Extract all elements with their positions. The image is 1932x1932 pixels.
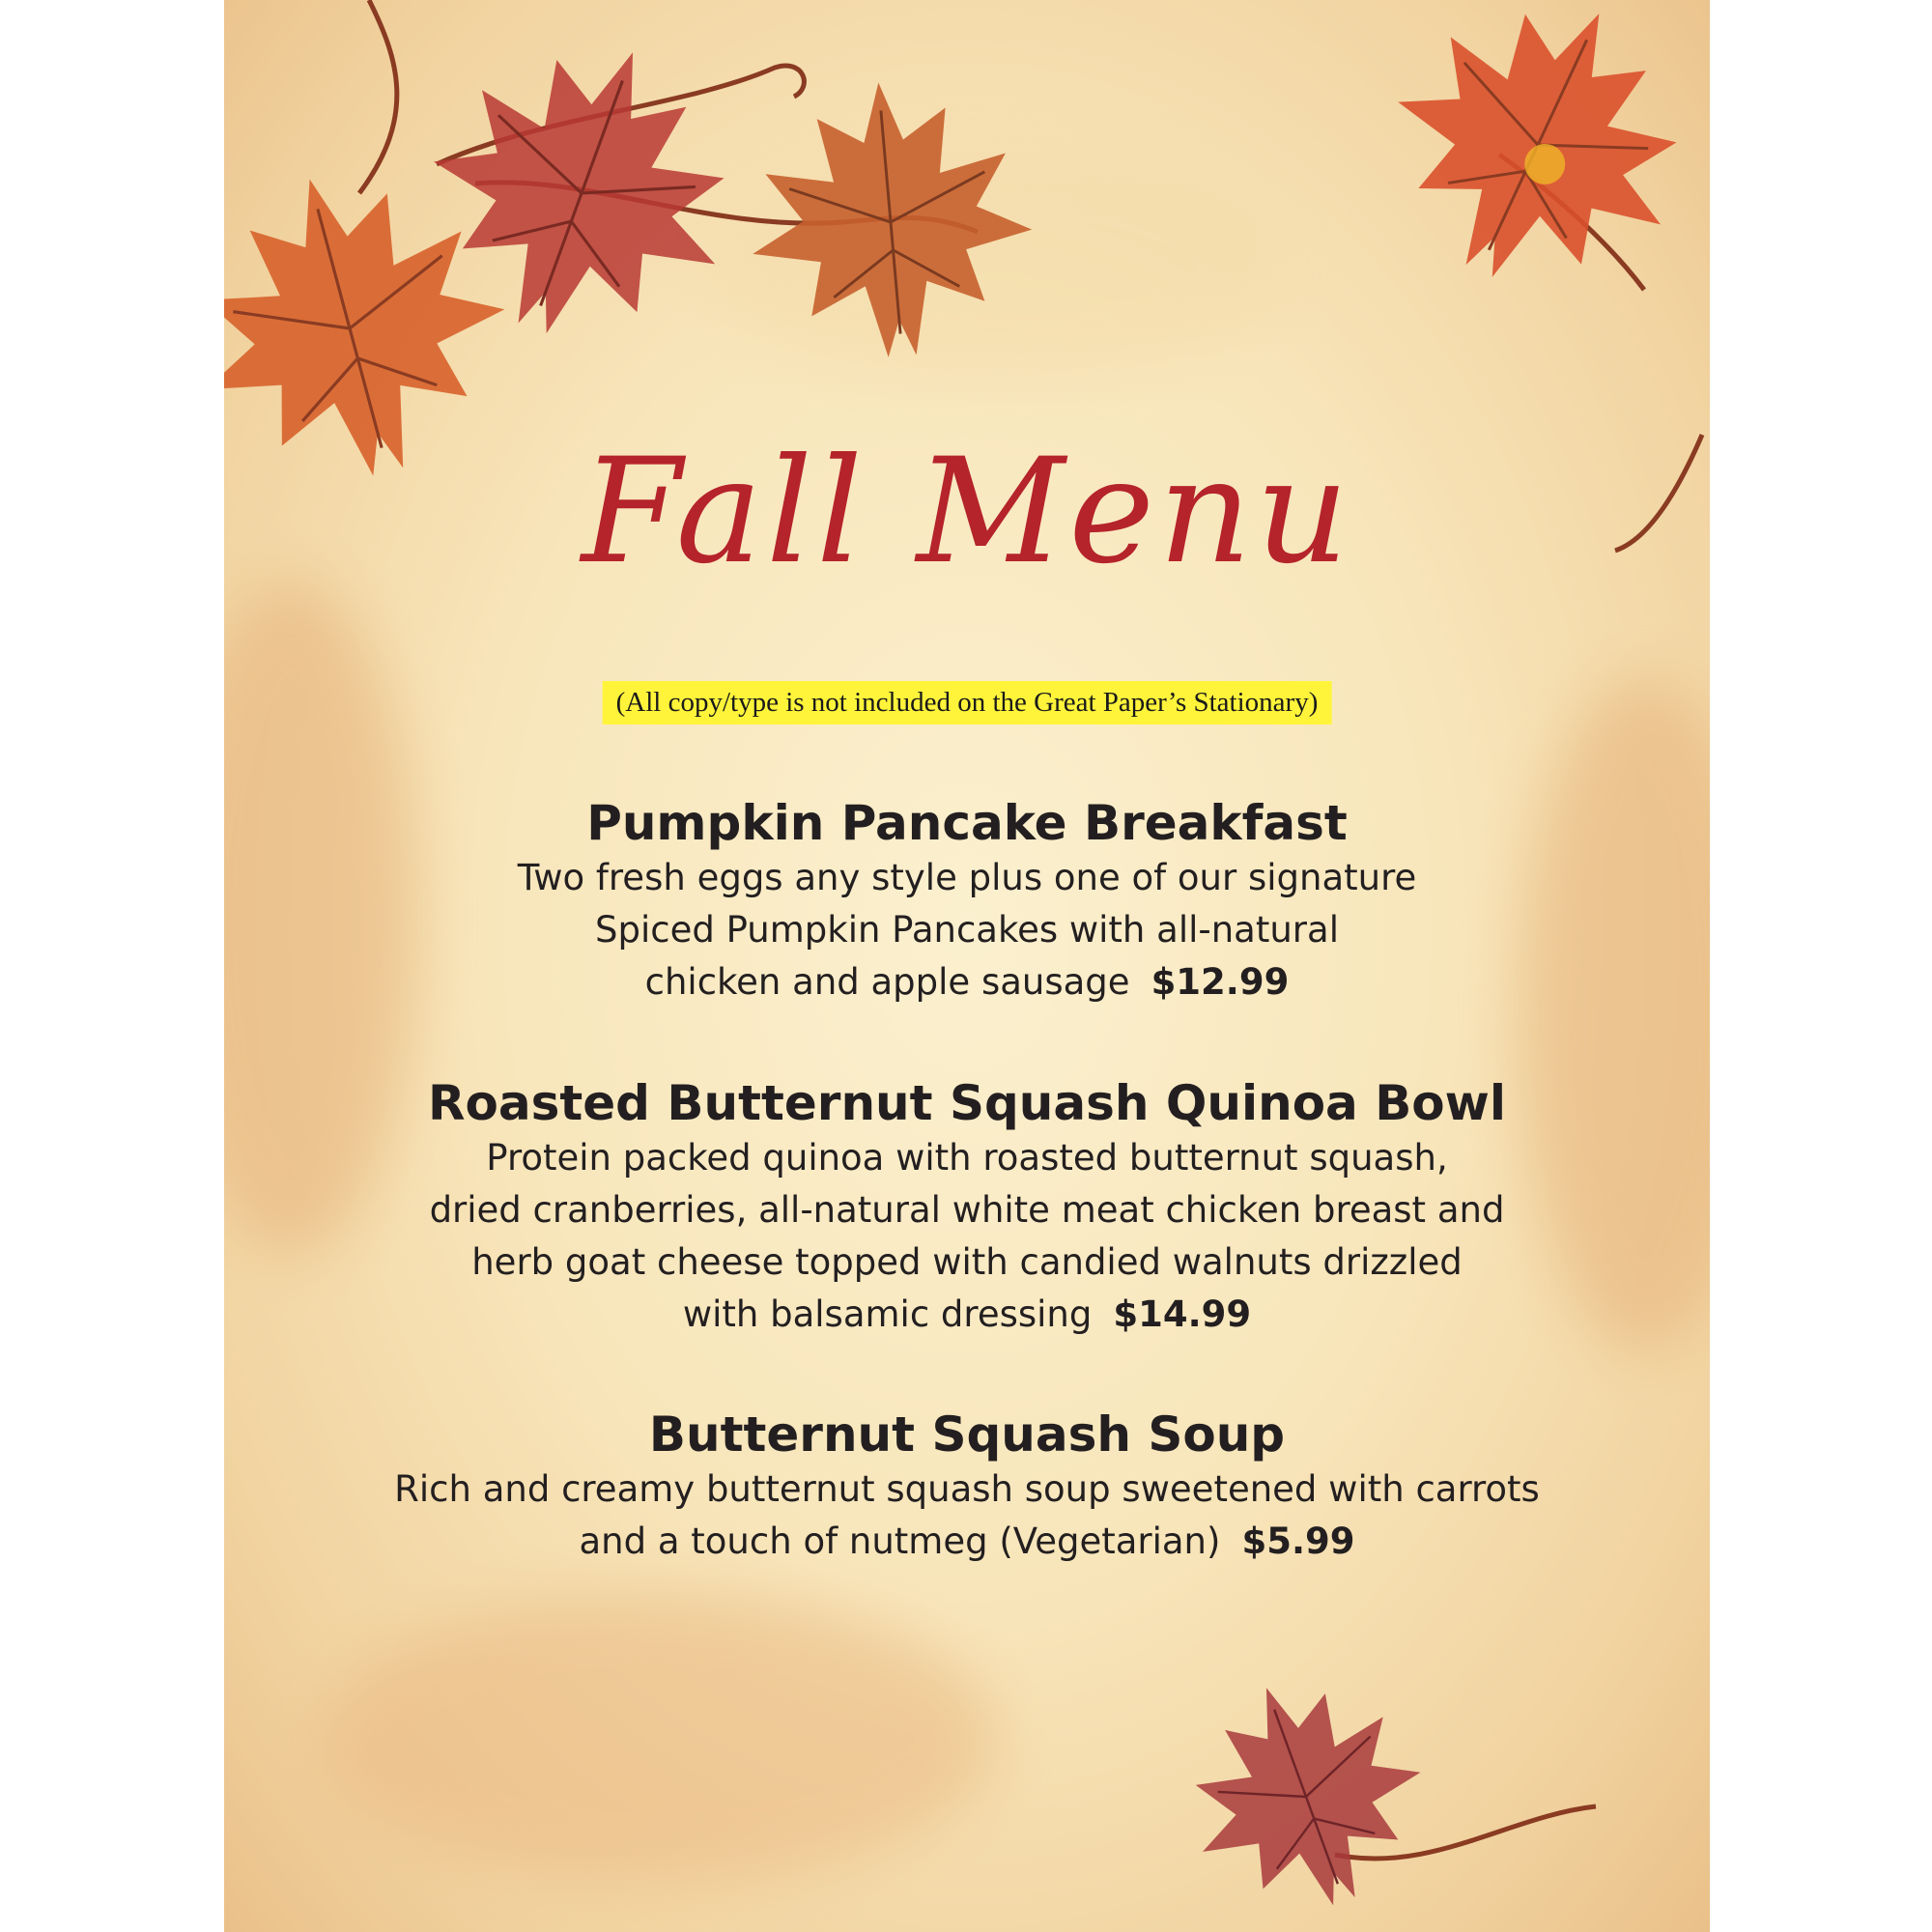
item-description [224,1463,1710,1568]
description-line: Rich and creamy butternut squash soup sweetened with carrots [394,1468,1540,1510]
description-line: Spiced Pumpkin Pancakes with all-natural [595,909,1339,951]
item-description [224,852,1710,1009]
item-name: Roasted Butternut Squash Quinoa Bowl [428,1075,1506,1131]
stationery-page [224,0,1710,1932]
maple-leaf-icon [1157,1648,1453,1932]
menu-item [224,1074,1710,1341]
description-line: Protein packed quinoa with roasted butternut squash, [486,1137,1448,1179]
description-line [224,1289,1710,1341]
notice-banner: (All copy/type is not included on the Great Paper’s Stationary) [603,681,1332,724]
description-line [224,956,1710,1009]
menu-item [224,794,1710,1009]
description-line: Two fresh eggs any style plus one of our signature [517,857,1417,898]
description-text: with balsamic dressing [682,1293,1093,1335]
item-price: $12.99 [1151,961,1290,1003]
item-name: Butternut Squash Soup [648,1406,1286,1463]
description-text: chicken and apple sausage [644,961,1130,1003]
description-line [224,1516,1710,1568]
stem-line [359,0,397,193]
item-description [224,1132,1710,1341]
maple-leaf-icon [739,71,1042,368]
description-text: and a touch of nutmeg (Vegetarian) [579,1520,1221,1562]
menu-item [224,1406,1710,1568]
description-line: dried cranberries, all-natural white meat chicken breast and [429,1189,1505,1231]
description-line: herb goat cheese topped with candied walnuts drizzled [471,1241,1463,1283]
item-price: $5.99 [1241,1520,1355,1562]
maple-leaf-icon [1348,0,1710,332]
item-name: Pumpkin Pancake Breakfast [586,795,1348,851]
item-price: $14.99 [1113,1293,1252,1335]
menu-title: Fall Menu [581,428,1353,596]
